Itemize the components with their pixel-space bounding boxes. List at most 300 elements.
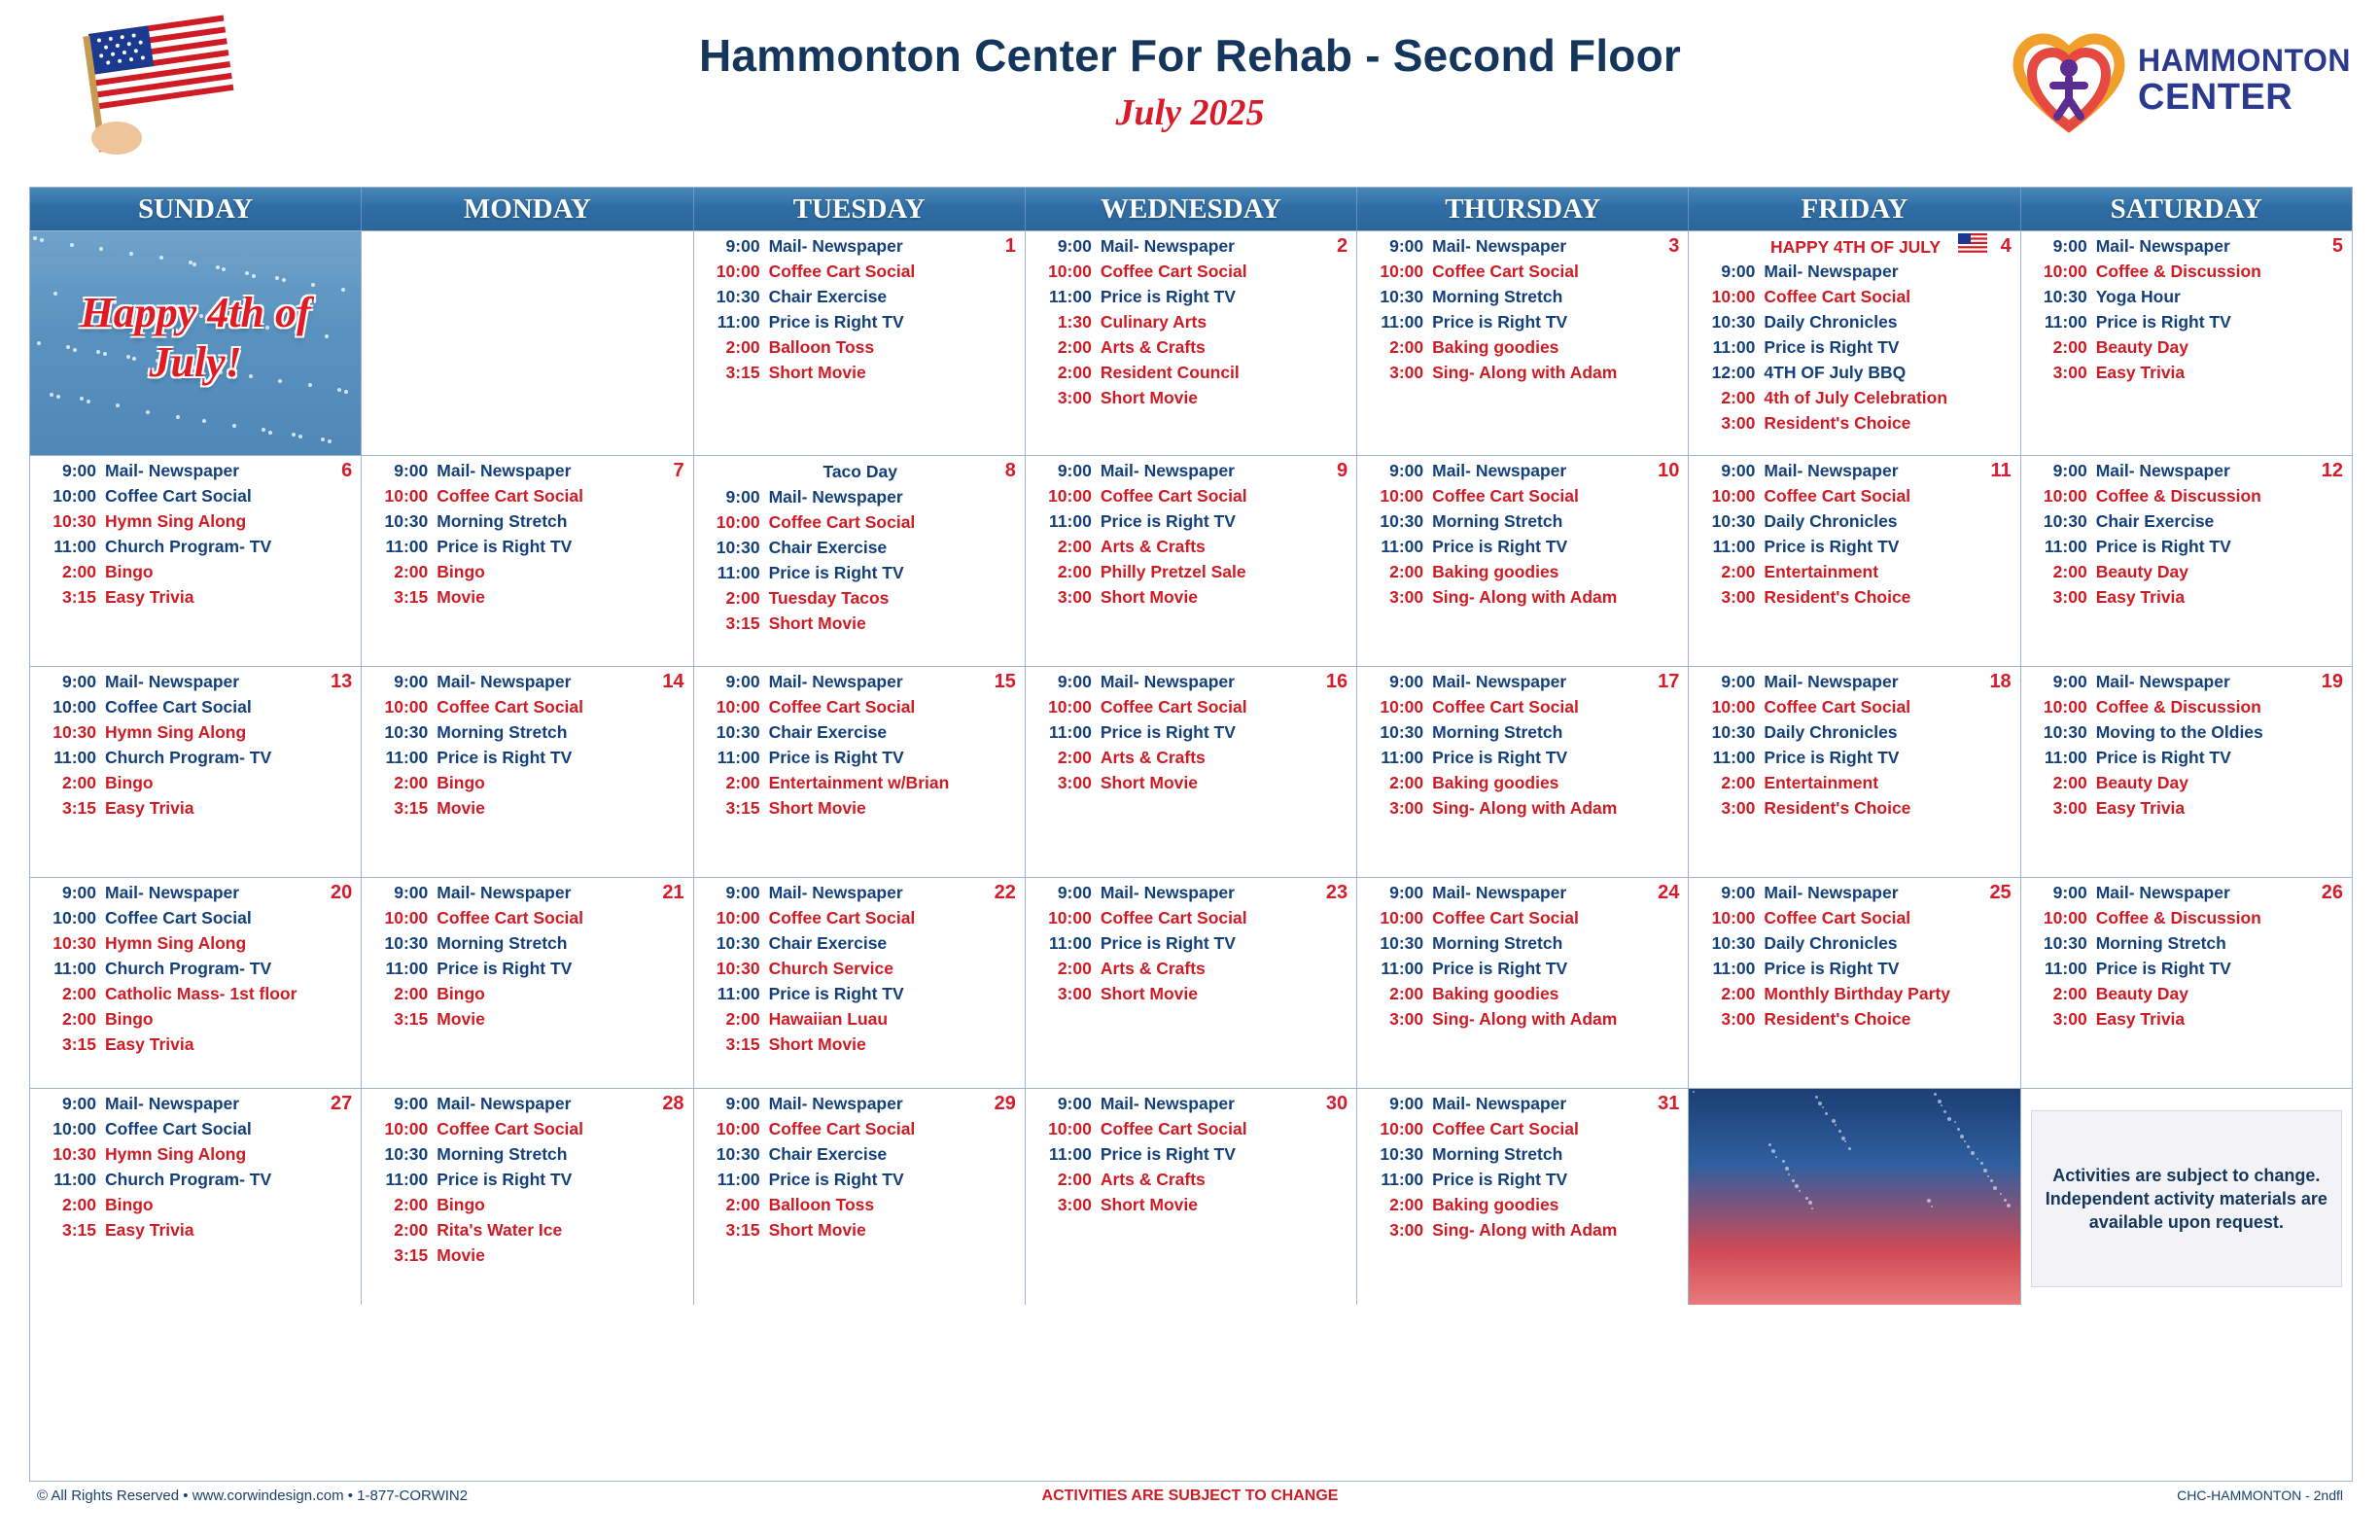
day-cell-14 [362,667,693,877]
event-row [1367,338,1680,357]
day-cell-22 [694,878,1026,1088]
event-name: Morning Stretch [1432,1144,1563,1164]
event-name: Mail- Newspaper [768,487,903,507]
event-name: Short Movie [768,1034,866,1054]
event-row [40,698,353,717]
event-name: Coffee Cart Social [1100,262,1247,281]
event-row [40,1010,353,1029]
event-time: 9:00 [1057,236,1092,256]
event-row [40,1221,353,1240]
event-name: Sing- Along with Adam [1432,1009,1618,1029]
day-number: 6 [341,460,353,481]
event-row [2031,462,2344,480]
event-name: Coffee & Discussion [2095,908,2261,928]
day-number: 30 [1325,1093,1348,1114]
event-row [40,1171,353,1189]
event-name: Coffee Cart Social [1432,262,1579,281]
event-row [371,487,684,506]
event-name: Coffee Cart Social [105,908,252,928]
day-cell-31 [1357,1089,1689,1305]
event-row [371,749,684,767]
event-name: Baking goodies [1432,337,1559,357]
event-row [1367,1221,1680,1240]
event-name: Entertainment [1764,562,1879,581]
event-name: Monthly Birthday Party [1764,984,1950,1003]
event-time: 2:00 [1389,337,1424,357]
event-time: 2:00 [1389,773,1424,792]
day-number: 15 [994,671,1016,692]
event-time: 10:00 [1711,486,1756,506]
event-row [1035,338,1348,357]
day-number: 12 [2321,460,2343,481]
event-name: Mail- Newspaper [1100,461,1235,480]
day-number: 21 [662,882,684,903]
logo-line-2: CENTER [2138,77,2293,118]
event-time: 10:30 [384,1144,429,1164]
event-time: 10:00 [1048,486,1092,506]
page-header [0,0,2380,183]
event-name: Morning Stretch [1432,722,1563,742]
event-name: Beauty Day [2095,337,2189,357]
event-row [40,1095,353,1113]
event-row [40,1120,353,1138]
event-row [704,909,1017,928]
event-time: 10:00 [52,1119,96,1138]
event-name: Baking goodies [1432,773,1559,792]
event-time: 10:00 [716,697,760,717]
event-time: 9:00 [394,461,429,480]
event-row [371,563,684,581]
event-row [1698,414,2012,433]
event-row [1367,237,1680,256]
event-time: 3:00 [1057,1195,1092,1214]
event-name: Easy Trivia [105,798,194,818]
event-name: Church Program- TV [105,537,272,556]
event-row [1698,698,2012,717]
activities-note-box [2031,1110,2342,1287]
event-time: 10:30 [384,511,429,531]
event-time: 10:00 [1048,697,1092,717]
event-row [2031,884,2344,902]
event-row [371,1246,684,1265]
event-name: Mail- Newspaper [768,236,903,256]
event-row [1367,799,1680,818]
event-time: 10:00 [52,697,96,717]
event-time: 9:00 [1057,883,1092,902]
event-row [1367,723,1680,742]
event-name: Arts & Crafts [1100,1170,1206,1189]
event-name: Coffee Cart Social [1100,697,1247,717]
event-name: Church Program- TV [105,1170,272,1189]
day-cell-9 [1026,456,1357,666]
event-time: 2:00 [394,1195,429,1214]
event-row [1698,909,2012,928]
day-cell-16 [1026,667,1357,877]
event-name: Chair Exercise [768,722,888,742]
event-time: 9:00 [1389,461,1424,480]
event-time: 2:00 [1721,388,1756,407]
event-time: 10:30 [1380,287,1424,306]
event-row [704,749,1017,767]
event-time: 11:00 [717,984,760,1003]
banner-text: Happy 4th of July! [80,289,311,386]
event-row [1035,884,1348,902]
event-time: 11:00 [1049,1144,1092,1164]
event-row [704,288,1017,306]
event-time: 9:00 [61,461,96,480]
event-name: Coffee Cart Social [1100,486,1247,506]
event-name: Morning Stretch [437,722,568,742]
day-number: 13 [331,671,353,692]
event-time: 3:00 [1057,984,1092,1003]
event-name: Coffee & Discussion [2095,697,2261,717]
event-row [1367,1196,1680,1214]
event-name: Balloon Toss [768,337,875,357]
day-special-label: Taco Day [822,462,897,481]
day-number: 11 [1990,460,2012,481]
day-number: 29 [994,1093,1016,1114]
event-time: 11:00 [717,1170,760,1189]
event-name: Coffee Cart Social [437,486,584,506]
event-time: 2:00 [394,773,429,792]
event-row [1367,1010,1680,1029]
event-row [2031,1010,2344,1029]
event-time: 3:15 [725,1220,760,1240]
weekday-header-wednesday: WEDNESDAY [1026,188,1357,230]
event-time: 11:00 [1049,933,1092,953]
event-time: 9:00 [2052,236,2087,256]
event-time: 10:30 [52,722,96,742]
event-name: Beauty Day [2095,773,2189,792]
event-row [371,1120,684,1138]
event-name: Price is Right TV [2095,537,2231,556]
event-name: Resident's Choice [1764,413,1911,433]
event-time: 2:00 [725,588,760,608]
event-row [1035,364,1348,382]
event-name: Short Movie [768,1220,866,1240]
event-name: Baking goodies [1432,1195,1559,1214]
event-time: 10:30 [1711,511,1756,531]
event-time: 10:00 [384,697,429,717]
event-row [1035,1171,1348,1189]
event-row [40,1035,353,1054]
event-name: Price is Right TV [1100,287,1236,306]
event-row [704,589,1017,608]
day-cell-3 [1357,231,1689,455]
event-time: 2:00 [1721,984,1756,1003]
event-row [704,237,1017,256]
event-name: Mail- Newspaper [105,1094,240,1113]
event-time: 11:00 [1712,537,1756,556]
event-row [1367,1120,1680,1138]
day-cell-24 [1357,878,1689,1088]
day-cell-10 [1357,456,1689,666]
event-name: Chair Exercise [768,933,888,953]
event-row [1035,588,1348,607]
day-cell-29 [694,1089,1026,1305]
event-name: Coffee Cart Social [1764,287,1911,306]
event-row [2031,749,2344,767]
event-name: Mail- Newspaper [1432,461,1567,480]
event-row [1367,313,1680,332]
event-name: Coffee & Discussion [2095,262,2261,281]
calendar-week-row [30,455,2352,666]
day-number: 28 [662,1093,684,1114]
weekday-header-thursday: THURSDAY [1357,188,1689,230]
day-number: 5 [2331,235,2343,257]
event-time: 2:00 [61,984,96,1003]
event-name: Coffee Cart Social [1100,908,1247,928]
event-time: 10:30 [1380,511,1424,531]
event-time: 3:15 [394,1245,429,1265]
event-row [371,1196,684,1214]
event-time: 3:00 [1389,363,1424,382]
event-name: Bingo [105,1009,154,1029]
event-name: Price is Right TV [2095,748,2231,767]
event-name: Sing- Along with Adam [1432,798,1618,818]
event-row [1698,1010,2012,1029]
event-row [2031,673,2344,691]
event-row [1035,512,1348,531]
event-row [1698,749,2012,767]
event-name: Price is Right TV [1432,748,1568,767]
day-number: 19 [2321,671,2343,692]
event-name: Coffee Cart Social [1432,486,1579,506]
event-name: Daily Chronicles [1764,312,1898,332]
event-time: 9:00 [725,236,760,256]
event-row [1035,1120,1348,1138]
logo-text [2138,43,2351,117]
event-time: 11:00 [1381,959,1424,978]
event-name: Price is Right TV [768,1170,904,1189]
event-name: Coffee Cart Social [437,1119,584,1138]
day-cell-1 [694,231,1026,455]
event-time: 2:00 [1057,1170,1092,1189]
event-row [2031,698,2344,717]
event-time: 11:00 [385,1170,429,1189]
event-time: 10:00 [1711,287,1756,306]
event-name: Mail- Newspaper [1764,461,1899,480]
event-row [1367,774,1680,792]
event-name: Hawaiian Luau [768,1009,889,1029]
day-cell-20 [30,878,362,1088]
day-number: 7 [673,460,684,481]
calendar-week-row [30,1088,2352,1305]
event-time: 10:30 [1711,933,1756,953]
event-name: Easy Trivia [2095,363,2186,382]
event-row [2031,338,2344,357]
event-row [40,512,353,531]
event-name: Price is Right TV [437,959,573,978]
event-time: 3:00 [1389,1009,1424,1029]
event-time: 9:00 [725,1094,760,1113]
day-cell-25 [1689,878,2020,1088]
event-name: Morning Stretch [2095,933,2226,953]
event-time: 2:00 [1389,1195,1424,1214]
event-row [2031,934,2344,953]
event-row [1367,262,1680,281]
event-time: 3:00 [1057,388,1092,407]
event-name: Coffee Cart Social [1432,1119,1579,1138]
event-time: 11:00 [1049,511,1092,531]
event-name: Coffee Cart Social [1764,908,1911,928]
event-time: 10:00 [1711,697,1756,717]
event-name: Easy Trivia [2095,1009,2186,1029]
day-number: 10 [1658,460,1680,481]
event-row [40,909,353,928]
event-row [704,1171,1017,1189]
event-time: 11:00 [53,537,96,556]
event-time: 2:00 [725,773,760,792]
event-time: 3:15 [725,1034,760,1054]
event-time: 3:15 [61,587,96,607]
event-name: Coffee Cart Social [437,697,584,717]
event-time: 10:00 [1711,908,1756,928]
event-name: Easy Trivia [2095,798,2186,818]
event-row [40,487,353,506]
event-row [1035,1145,1348,1164]
event-name: Price is Right TV [2095,959,2231,978]
footer-disclaimer: ACTIVITIES ARE SUBJECT TO CHANGE [1041,1488,1339,1504]
event-name: Hymn Sing Along [105,511,247,531]
event-time: 10:00 [1380,486,1424,506]
event-row [1367,1145,1680,1164]
event-time: 10:30 [52,511,96,531]
event-name: Coffee Cart Social [1764,486,1911,506]
event-row [704,1145,1017,1164]
event-time: 11:00 [2044,748,2087,767]
event-time: 10:00 [1380,908,1424,928]
day-cell-6 [30,456,362,666]
event-row [1035,538,1348,556]
fireworks-photo [1689,1089,2020,1305]
event-name: Coffee Cart Social [105,486,252,506]
event-name: Baking goodies [1432,984,1559,1003]
event-row [371,588,684,607]
event-name: Arts & Crafts [1100,748,1206,767]
event-row [371,462,684,480]
event-name: Beauty Day [2095,562,2189,581]
event-row [1367,288,1680,306]
event-row [2031,237,2344,256]
event-row [704,1196,1017,1214]
event-name: Morning Stretch [437,511,568,531]
event-time: 3:15 [725,363,760,382]
footer-copyright: © All Rights Reserved • www.corwindesign.com • 1-877-CORWIN2 [37,1488,469,1504]
day-number: 1 [1004,235,1016,257]
event-time: 10:00 [1380,262,1424,281]
event-row [1035,262,1348,281]
event-name: Coffee Cart Social [768,262,916,281]
empty-cell [362,231,693,455]
day-number: 25 [1989,882,2012,903]
event-row [704,1120,1017,1138]
event-name: Price is Right TV [1764,748,1900,767]
event-name: Arts & Crafts [1100,959,1206,978]
event-row [2031,723,2344,742]
event-row [704,313,1017,332]
event-name: Mail- Newspaper [1764,262,1899,281]
event-row [371,799,684,818]
event-time: 10:30 [2043,722,2087,742]
event-row [704,614,1017,633]
event-row [1698,338,2012,357]
event-name: Entertainment [1764,773,1879,792]
event-time: 10:30 [2043,511,2087,531]
event-name: Price is Right TV [1100,1144,1236,1164]
event-row [1035,563,1348,581]
event-name: Resident Council [1100,363,1240,382]
event-time: 9:00 [61,883,96,902]
event-time: 9:00 [725,672,760,691]
event-time: 9:00 [1057,1094,1092,1113]
event-time: 10:30 [384,722,429,742]
event-row [1035,934,1348,953]
event-row [40,563,353,581]
event-time: 9:00 [1057,461,1092,480]
event-row [2031,487,2344,506]
event-name: Mail- Newspaper [437,672,572,691]
event-name: Morning Stretch [1432,287,1563,306]
event-name: Resident's Choice [1764,587,1911,607]
event-name: Mail- Newspaper [2095,883,2230,902]
page-footer [29,1486,2351,1517]
event-row [1698,799,2012,818]
event-name: Easy Trivia [105,1220,194,1240]
event-name: Price is Right TV [437,537,573,556]
event-time: 11:00 [1712,959,1756,978]
event-row [371,934,684,953]
event-row [371,774,684,792]
event-time: 2:00 [725,1195,760,1214]
event-time: 11:00 [2044,959,2087,978]
day-cell-21 [362,878,693,1088]
event-name: Mail- Newspaper [105,883,240,902]
event-row [1367,1171,1680,1189]
event-name: Price is Right TV [2095,312,2231,332]
event-name: Baking goodies [1432,562,1559,581]
event-name: Price is Right TV [768,312,904,332]
event-name: Hymn Sing Along [105,933,247,953]
event-row [2031,262,2344,281]
event-time: 10:00 [1380,697,1424,717]
event-name: Rita's Water Ice [437,1220,563,1240]
event-time: 10:00 [52,486,96,506]
event-time: 10:30 [2043,287,2087,306]
event-name: Arts & Crafts [1100,337,1206,357]
event-time: 11:00 [1381,1170,1424,1189]
event-time: 2:00 [1057,562,1092,581]
event-name: Mail- Newspaper [768,883,903,902]
event-row [2031,588,2344,607]
event-row [1367,487,1680,506]
event-name: Resident's Choice [1764,798,1911,818]
day-number: 17 [1658,671,1680,692]
event-row [40,749,353,767]
event-row [1698,262,2012,281]
event-row [371,673,684,691]
event-name: Beauty Day [2095,984,2189,1003]
event-time: 10:00 [52,908,96,928]
day-cell-23 [1026,878,1357,1088]
event-name: Coffee Cart Social [105,1119,252,1138]
event-name: Mail- Newspaper [1764,672,1899,691]
event-row [40,774,353,792]
event-time: 3:00 [2052,587,2087,607]
event-row [704,799,1017,818]
event-row [371,698,684,717]
event-row [371,985,684,1003]
